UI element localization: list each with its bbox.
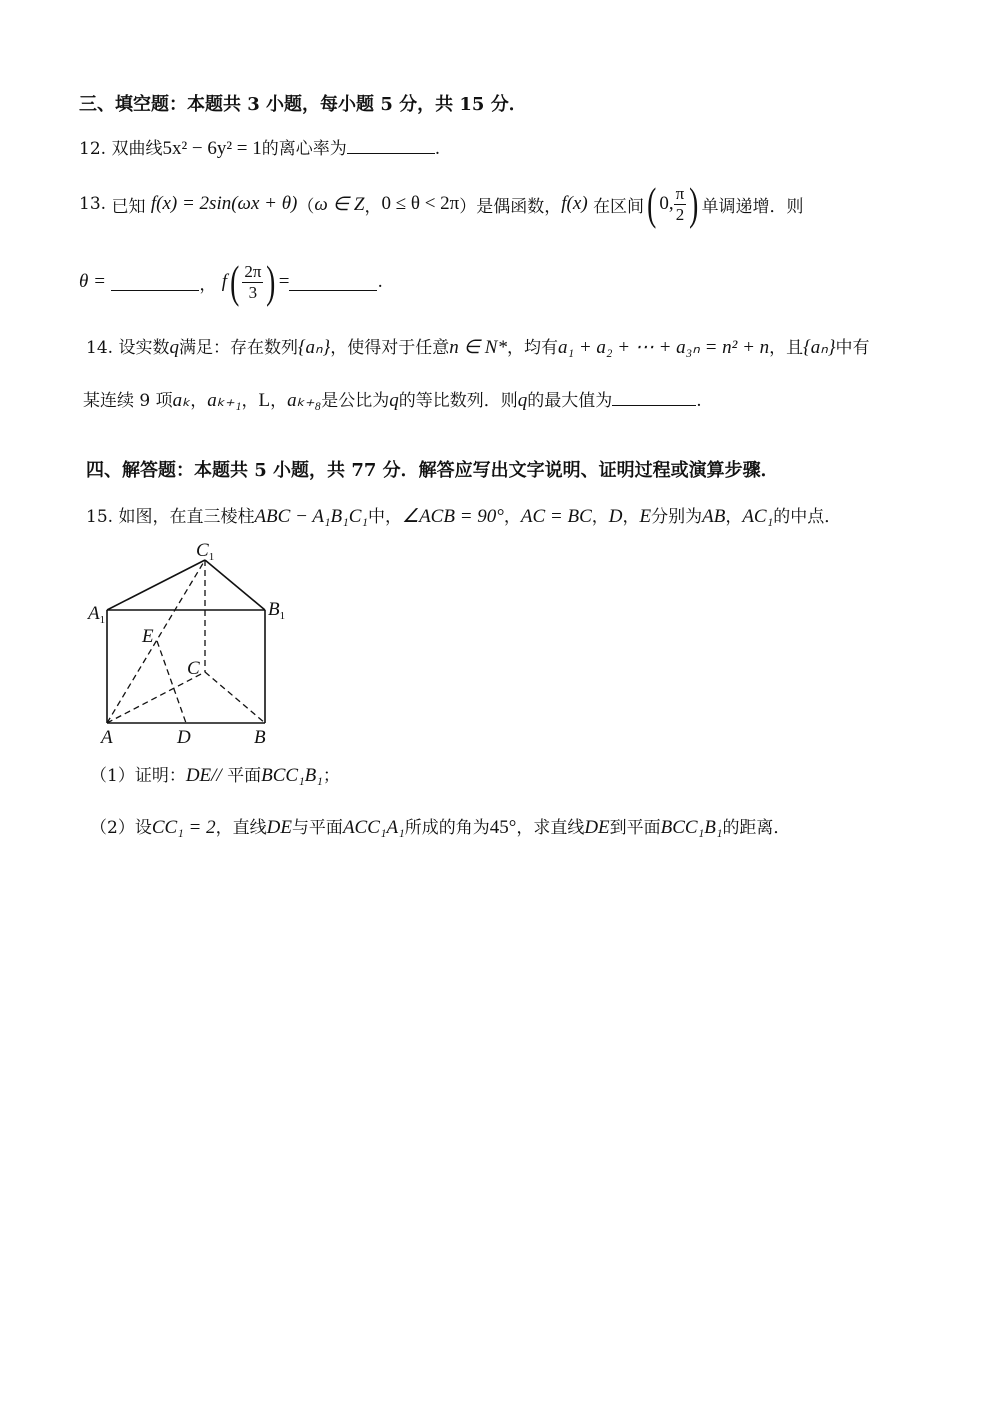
q13-int-num: π: [675, 183, 685, 203]
q14-line2-end: 的最大值为: [527, 391, 613, 411]
q14-end: .: [696, 391, 702, 411]
q14-answer-blank[interactable]: [612, 389, 696, 406]
q13-paren-right: ): [689, 178, 699, 229]
label-c: C: [187, 658, 200, 679]
label-a1: $A_1$: [88, 603, 106, 626]
q12-post: 的离心率为: [261, 139, 347, 159]
q14-sum: a₁ + a₂ + ⋯ + a₃ₙ = n² + n: [557, 337, 770, 358]
label-a: A: [101, 727, 113, 748]
q13-fx: f(x): [561, 193, 588, 214]
q13-f2: f: [221, 271, 227, 292]
q15-sep2: ，: [591, 507, 609, 527]
q15-sep3: ，: [622, 507, 640, 527]
q13-theta-eq: θ =: [79, 271, 106, 292]
q15-number: 15.: [86, 507, 114, 527]
q15-p1-parallel: //: [211, 765, 222, 786]
q15-pre: 如图，在直三棱柱: [118, 507, 255, 527]
q15-prism: ABC − A₁B₁C₁: [254, 506, 369, 527]
label-c1: $C_1$: [196, 540, 215, 563]
q15-p1-label: （1）证明：: [90, 766, 186, 786]
q15-p2-label: （2）设: [90, 818, 152, 838]
q15-p2-mid5: 到平面: [609, 818, 661, 838]
q13-int-zero: 0,: [659, 193, 674, 214]
q15-p1-de: DE: [185, 765, 212, 786]
q15-end: 的中点．: [773, 507, 842, 527]
prism-figure: [80, 535, 310, 750]
q14-line2-mid: 是公比为: [321, 391, 390, 411]
q15-eq: AC = BC: [520, 506, 592, 527]
q13-f2-fraction: [242, 262, 263, 303]
q14-an: {aₙ}: [297, 337, 331, 358]
q15-ac1: AC₁: [742, 506, 774, 527]
q15-p1-bcc: BCC₁B₁: [261, 765, 323, 786]
q15-p2-acc: ACC₁A₁: [342, 817, 405, 838]
edge-c1b1: [205, 560, 265, 610]
q13-post: 单调递增．则: [701, 196, 804, 217]
q13-int-den: 2: [675, 204, 685, 224]
q15-p2-mid4: ，求直线: [516, 818, 585, 838]
q14-ak1: aₖ₊₁: [207, 390, 242, 411]
q15-sep: ，: [503, 507, 521, 527]
q12-end: .: [434, 139, 441, 159]
q15-ab: AB: [702, 506, 726, 527]
q13-int-fraction: [674, 184, 687, 225]
question-14-line1: [86, 333, 869, 359]
label-d: D: [177, 727, 191, 748]
q15-sep4: ，: [725, 507, 743, 527]
q13-pre: 已知: [111, 196, 146, 217]
q13-f2-paren-right: ): [266, 256, 276, 307]
q13-cond2: 0 ≤ θ < 2π: [381, 193, 460, 214]
q14-ak: aₖ: [172, 390, 191, 411]
segment-de-dashed: [157, 641, 186, 723]
q14-q: q: [169, 337, 179, 358]
q14-mid: ，使得对于任意: [330, 338, 450, 358]
q14-ellipsis: L: [258, 390, 271, 411]
q12-pre: 双曲线: [111, 139, 163, 159]
q15-p2-mid: ，直线: [215, 818, 267, 838]
q13-mid: 是偶函数，: [476, 196, 562, 217]
section3-heading: 三、填空题：本题共 3 小题，每小题 5 分，共 15 分．: [79, 94, 527, 115]
question-13-line2: [79, 256, 383, 308]
question-14-line2: [83, 386, 702, 412]
q14-end1: 中有: [835, 338, 870, 358]
q13-f2-num: 2π: [244, 261, 262, 281]
q15-mid: 中，: [368, 507, 403, 527]
q13-paren-left: (: [647, 178, 657, 229]
q14-mid2: ，均有: [506, 338, 558, 358]
question-15: [86, 502, 841, 528]
q15-p2-deg: 45°: [489, 817, 517, 838]
q15-angle: ∠ACB = 90°: [402, 506, 504, 527]
q12-number: 12.: [79, 139, 107, 159]
q13-cond1: ω ∈ Z: [314, 193, 365, 215]
q14-sep1: ，: [190, 391, 208, 411]
q13-number: 13.: [79, 194, 107, 214]
label-e: E: [142, 626, 154, 647]
q13-f2-den: 3: [248, 282, 258, 302]
q13-f2-paren-left: (: [230, 256, 240, 307]
q14-mid3: ，且: [769, 338, 804, 358]
q13-cond-sep: ，: [364, 196, 382, 217]
q14-satisfy: 满足：存在数列: [178, 338, 298, 358]
q15-p2-end: 的距离．: [722, 818, 791, 838]
q15-p2-mid2: 与平面: [291, 818, 343, 838]
question-13-line1: [79, 178, 804, 230]
label-b: B: [254, 727, 266, 748]
q14-q2: q: [389, 390, 399, 411]
edge-ac-dashed: [107, 672, 205, 723]
edge-cb-dashed: [205, 672, 265, 723]
q12-answer-blank[interactable]: [347, 137, 435, 154]
q15-fenbie: 分别为: [651, 507, 703, 527]
q13-eq: =: [278, 271, 290, 292]
q12-equation: 5x² − 6y² = 1: [162, 138, 262, 159]
q14-nin: n ∈ N*: [449, 337, 507, 358]
q14-q3: q: [517, 390, 528, 411]
q14-line2-mid2: 的等比数列．则: [398, 391, 518, 411]
q14-ak8: aₖ₊₈: [287, 390, 322, 411]
q15-part2: [90, 813, 790, 839]
q14-line2-pre: 某连续 9 项: [83, 391, 173, 411]
q15-p1-end: ；: [322, 766, 340, 786]
q14-number: 14.: [86, 338, 114, 358]
q14-sep3: ，: [270, 391, 288, 411]
q15-p2-cc: CC₁ = 2: [151, 817, 216, 838]
q13-cond-open: （: [297, 196, 315, 217]
q15-p2-de2: DE: [584, 817, 610, 838]
section4-heading: 四、解答题：本题共 5 小题，共 77 分．解答应写出文字说明、证明过程或演算步骤．: [86, 460, 779, 481]
question-12: [79, 134, 440, 160]
q15-p1-plane: 平面: [227, 766, 262, 786]
q13-interval-pre: 在区间: [593, 196, 645, 217]
q13-theta-blank[interactable]: [111, 274, 199, 291]
q13-comma: ，: [199, 274, 217, 295]
q14-pre: 设实数: [118, 338, 170, 358]
q15-p2-de: DE: [266, 817, 292, 838]
q15-d: D: [608, 506, 623, 527]
label-b1: $B_1$: [268, 599, 286, 622]
q15-p2-mid3: 所成的角为: [404, 818, 490, 838]
q15-e: E: [639, 506, 652, 527]
q13-end: .: [377, 272, 383, 292]
q13-cond-close: ）: [459, 196, 477, 217]
q14-an2: {aₙ}: [803, 337, 836, 358]
q14-sep2: ，: [241, 391, 259, 411]
q13-function: f(x) = 2sin(ωx + θ): [150, 193, 298, 214]
q15-part1: [90, 761, 340, 787]
q15-p2-bcc: BCC₁B₁: [660, 817, 723, 838]
q13-f-blank[interactable]: [289, 274, 377, 291]
